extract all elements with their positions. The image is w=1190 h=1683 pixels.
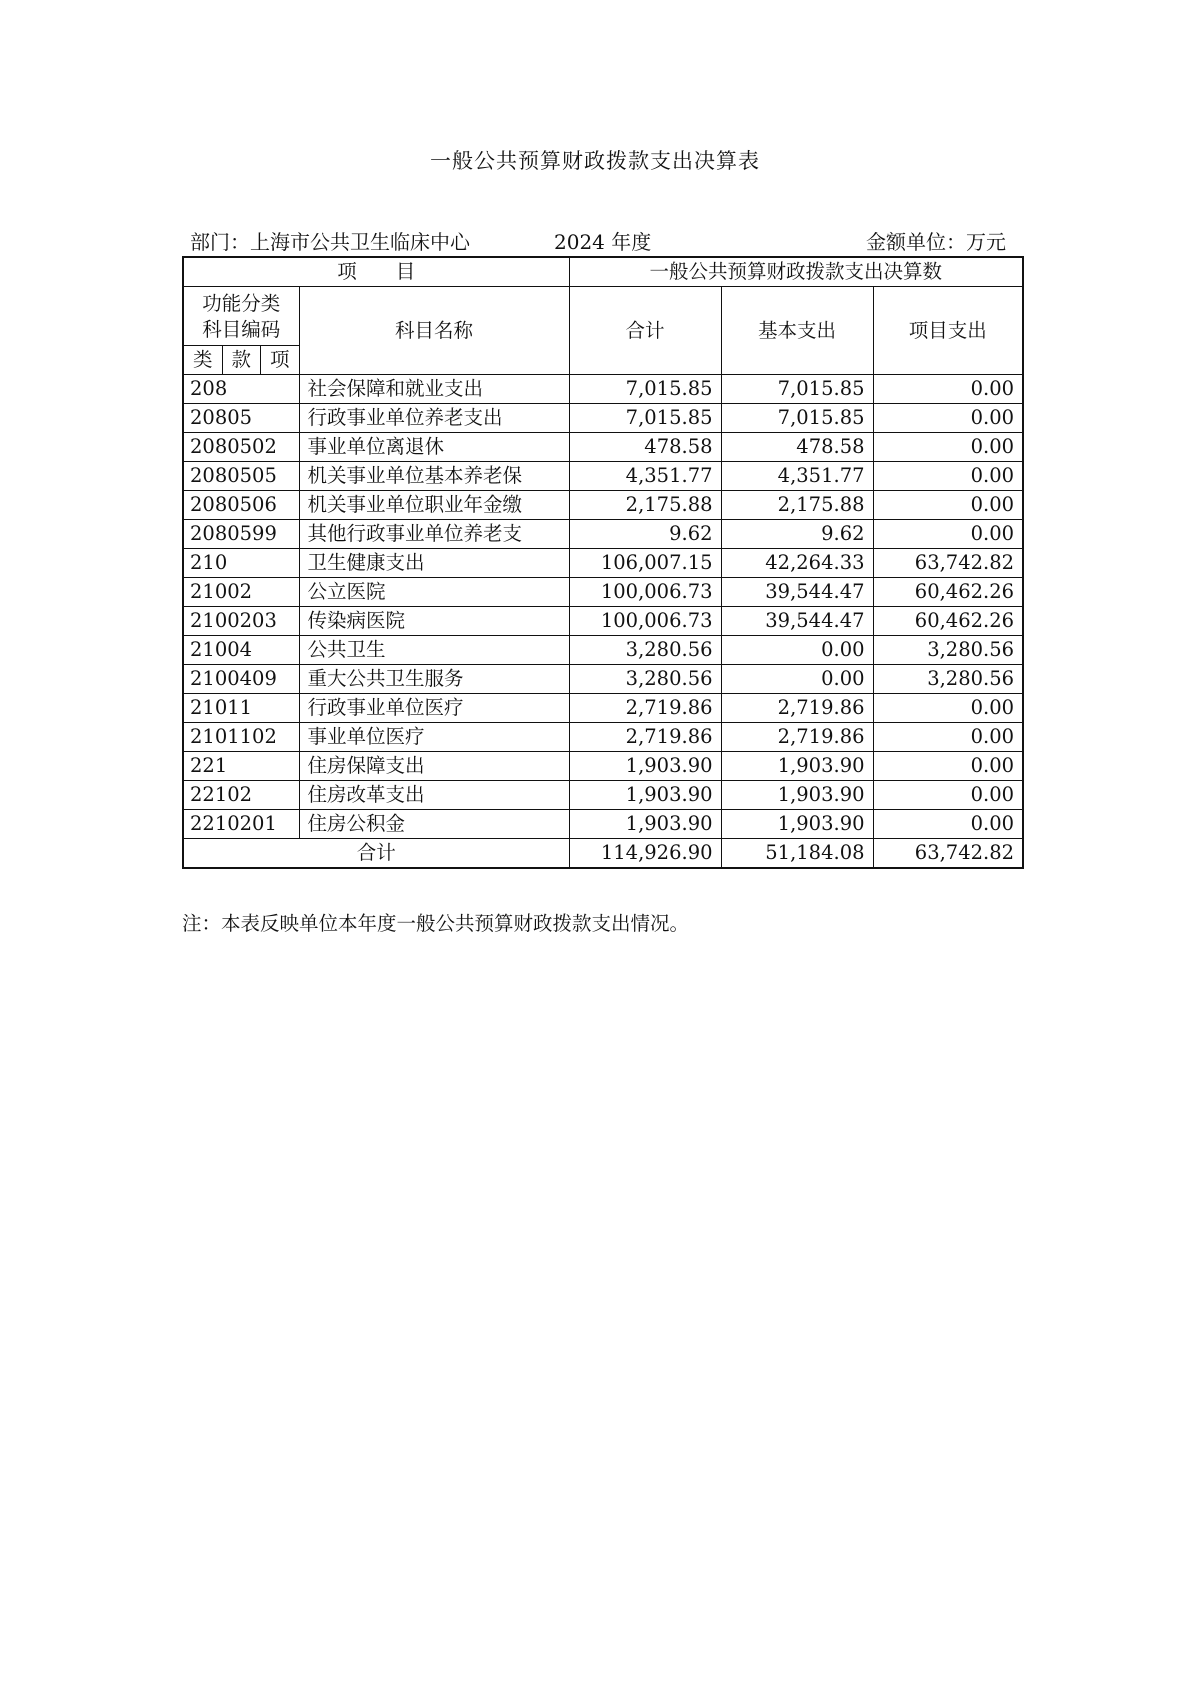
fiscal-year: 2024 年度	[554, 230, 652, 254]
total-value: 7,015.85	[569, 404, 721, 433]
subject-name: 重大公共卫生服务	[299, 665, 569, 694]
basic-value: 2,719.86	[721, 723, 873, 752]
subject-name: 事业单位医疗	[299, 723, 569, 752]
project-value: 0.00	[873, 433, 1023, 462]
project-value: 63,742.82	[873, 549, 1023, 578]
basic-value: 39,544.47	[721, 607, 873, 636]
subject-name: 公立医院	[299, 578, 569, 607]
subject-name: 社会保障和就业支出	[299, 375, 569, 404]
table-row	[183, 636, 1023, 665]
subject-code: 22102	[183, 781, 299, 810]
total-value: 3,280.56	[569, 636, 721, 665]
lei-header: 类	[184, 346, 223, 374]
subject-code: 20805	[183, 404, 299, 433]
subject-code: 208	[183, 375, 299, 404]
total-value: 2,719.86	[569, 694, 721, 723]
total-header: 合计	[569, 287, 721, 375]
basic-value: 7,015.85	[721, 375, 873, 404]
total-value: 106,007.15	[569, 549, 721, 578]
subject-name: 其他行政事业单位养老支	[299, 520, 569, 549]
subject-name: 卫生健康支出	[299, 549, 569, 578]
table-row	[183, 607, 1023, 636]
basic-value: 9.62	[721, 520, 873, 549]
subject-code: 2210201	[183, 810, 299, 839]
project-value: 0.00	[873, 520, 1023, 549]
total-row-total: 114,926.90	[569, 839, 721, 869]
table-row	[183, 462, 1023, 491]
total-row	[183, 839, 1023, 869]
basic-value: 1,903.90	[721, 781, 873, 810]
table-body	[183, 375, 1023, 839]
table-row	[183, 375, 1023, 404]
total-value: 1,903.90	[569, 752, 721, 781]
total-value: 2,719.86	[569, 723, 721, 752]
subject-name: 住房保障支出	[299, 752, 569, 781]
total-row-basic: 51,184.08	[721, 839, 873, 869]
table-row	[183, 549, 1023, 578]
table-row	[183, 665, 1023, 694]
code-label-line2: 科目编码	[202, 318, 281, 341]
table-row	[183, 578, 1023, 607]
table-meta	[182, 226, 1010, 254]
table-row	[183, 723, 1023, 752]
subject-code: 2080505	[183, 462, 299, 491]
table-row	[183, 520, 1023, 549]
subject-code: 210	[183, 549, 299, 578]
table-row	[183, 433, 1023, 462]
currency-unit: 金额单位：万元	[866, 230, 1006, 254]
subject-code: 221	[183, 752, 299, 781]
project-value: 3,280.56	[873, 636, 1023, 665]
subject-code: 2080599	[183, 520, 299, 549]
budget-table	[182, 256, 1024, 869]
page-title: 一般公共预算财政拨款支出决算表	[430, 149, 760, 173]
total-value: 2,175.88	[569, 491, 721, 520]
total-value: 100,006.73	[569, 607, 721, 636]
basic-value: 42,264.33	[721, 549, 873, 578]
subject-name: 机关事业单位基本养老保	[299, 462, 569, 491]
project-value: 0.00	[873, 723, 1023, 752]
project-value: 0.00	[873, 375, 1023, 404]
basic-value: 7,015.85	[721, 404, 873, 433]
code-label-line1: 功能分类	[202, 292, 281, 315]
basic-value: 2,719.86	[721, 694, 873, 723]
project-value: 60,462.26	[873, 607, 1023, 636]
department-label: 部门：上海市公共卫生临床中心	[190, 230, 470, 254]
items-header: 项 目	[183, 257, 569, 287]
project-value: 0.00	[873, 810, 1023, 839]
subject-name: 事业单位离退休	[299, 433, 569, 462]
table-note: 注：本表反映单位本年度一般公共预算财政拨款支出情况。	[182, 912, 690, 935]
project-header: 项目支出	[873, 287, 1023, 375]
subject-name: 机关事业单位职业年金缴	[299, 491, 569, 520]
subject-code: 21004	[183, 636, 299, 665]
total-value: 3,280.56	[569, 665, 721, 694]
subject-code: 21011	[183, 694, 299, 723]
project-value: 0.00	[873, 752, 1023, 781]
total-value: 1,903.90	[569, 810, 721, 839]
total-row-label: 合计	[183, 839, 569, 869]
xiang-header: 项	[269, 348, 290, 371]
subject-code: 2080502	[183, 433, 299, 462]
subject-name: 行政事业单位医疗	[299, 694, 569, 723]
total-value: 4,351.77	[569, 462, 721, 491]
basic-header: 基本支出	[721, 287, 873, 375]
table-row	[183, 752, 1023, 781]
basic-value: 4,351.77	[721, 462, 873, 491]
subject-code: 2100409	[183, 665, 299, 694]
basic-value: 0.00	[721, 636, 873, 665]
total-value: 1,903.90	[569, 781, 721, 810]
subject-code: 2100203	[183, 607, 299, 636]
total-value: 478.58	[569, 433, 721, 462]
subject-name-header: 科目名称	[299, 287, 569, 375]
subject-name: 公共卫生	[299, 636, 569, 665]
basic-value: 2,175.88	[721, 491, 873, 520]
total-value: 7,015.85	[569, 375, 721, 404]
basic-value: 1,903.90	[721, 752, 873, 781]
total-row-project: 63,742.82	[873, 839, 1023, 869]
final-accounts-header: 一般公共预算财政拨款支出决算数	[569, 257, 1023, 287]
total-value: 9.62	[569, 520, 721, 549]
table-row	[183, 781, 1023, 810]
subject-code: 2080506	[183, 491, 299, 520]
project-value: 3,280.56	[873, 665, 1023, 694]
function-code-header	[183, 287, 299, 375]
code-subheaders	[184, 345, 299, 374]
project-value: 0.00	[873, 491, 1023, 520]
subject-name: 行政事业单位养老支出	[299, 404, 569, 433]
project-value: 0.00	[873, 694, 1023, 723]
basic-value: 0.00	[721, 665, 873, 694]
project-value: 0.00	[873, 404, 1023, 433]
subject-code: 21002	[183, 578, 299, 607]
table-row	[183, 404, 1023, 433]
project-value: 0.00	[873, 462, 1023, 491]
basic-value: 39,544.47	[721, 578, 873, 607]
total-value: 100,006.73	[569, 578, 721, 607]
project-value: 60,462.26	[873, 578, 1023, 607]
subject-name: 传染病医院	[299, 607, 569, 636]
table-row	[183, 810, 1023, 839]
basic-value: 478.58	[721, 433, 873, 462]
subject-code: 2101102	[183, 723, 299, 752]
table-row	[183, 491, 1023, 520]
kuan-header: 款	[223, 346, 262, 374]
table-row	[183, 694, 1023, 723]
project-value: 0.00	[873, 781, 1023, 810]
basic-value: 1,903.90	[721, 810, 873, 839]
subject-name: 住房公积金	[299, 810, 569, 839]
subject-name: 住房改革支出	[299, 781, 569, 810]
